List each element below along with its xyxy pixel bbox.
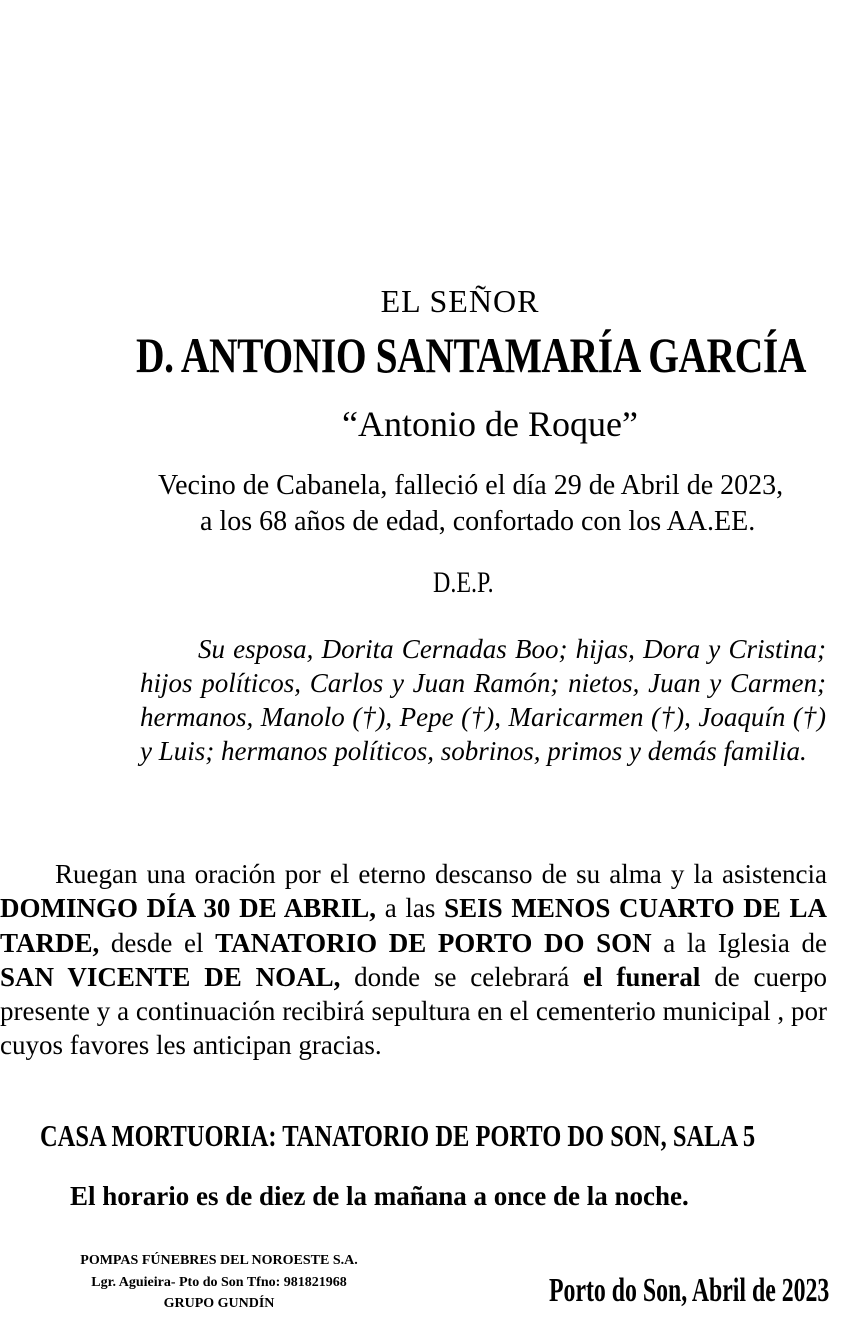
ceremony-paragraph <box>0 857 827 1063</box>
nickname: “Antonio de Roque” <box>342 404 638 444</box>
family-paragraph: Su esposa, Dorita Cernadas Boo; hijas, Dora y Cristina; hijos políticos, Carlos y Juan Ramón; nietos, Juan y Carmen; hermanos, Manolo (†), Pepe (†), Maricarmen (†), Joaquín (†) y Luis; hermanos políticos, sobrinos, primos y demás familia. <box>140 634 826 766</box>
visiting-hours: El horario es de diez de la mañana a once de la noche. <box>70 1181 689 1211</box>
title-prefix: EL SEÑOR <box>380 283 540 319</box>
footer-group: GRUPO GUNDÍN <box>163 1296 275 1311</box>
place-date: Porto do Son, Abril de 2023 <box>549 1272 830 1309</box>
ceremony-church: SAN VICENTE DE NOAL, <box>0 961 341 992</box>
ceremony-service: el funeral <box>583 961 701 992</box>
footer-address: Lgr. Aguieira- Pto do Son Tfno: 981821968 <box>91 1275 347 1290</box>
ceremony-text: a las <box>376 893 445 924</box>
ceremony-text: desde el <box>99 927 216 958</box>
ceremony-text: donde se celebrará <box>340 961 584 992</box>
details-line-2: a los 68 años de edad, confortado con los AA.EE. <box>200 506 756 537</box>
details-line-1: Vecino de Cabanela, falleció el día 29 de Abril de 2023, <box>158 470 784 501</box>
ceremony-text: a la Iglesia de <box>651 927 827 958</box>
ceremony-date: DOMINGO DÍA 30 DE ABRIL, <box>0 893 377 924</box>
ceremony-text: Ruegan una oración por el eterno descanso de su alma y la asistencia <box>55 859 827 889</box>
ceremony-time: SEIS MENOS CUARTO DE LA TARDE, <box>0 893 828 958</box>
footer-company: POMPAS FÚNEBRES DEL NOROESTE S.A. <box>80 1253 358 1268</box>
ceremony-origin: TANATORIO DE PORTO DO SON <box>215 927 652 958</box>
ceremony-text: de cuerpo presente y a continuación recibirá sepultura en el cementerio municipal , por cuyos favores les anticipan gracias. <box>0 961 827 1061</box>
dep-label: D.E.P. <box>433 566 494 599</box>
casa-mortuoria: CASA MORTUORIA: TANATORIO DE PORTO DO SON, SALA 5 <box>40 1118 756 1153</box>
deceased-name: D. ANTONIO SANTAMARÍA GARCÍA <box>136 327 807 383</box>
